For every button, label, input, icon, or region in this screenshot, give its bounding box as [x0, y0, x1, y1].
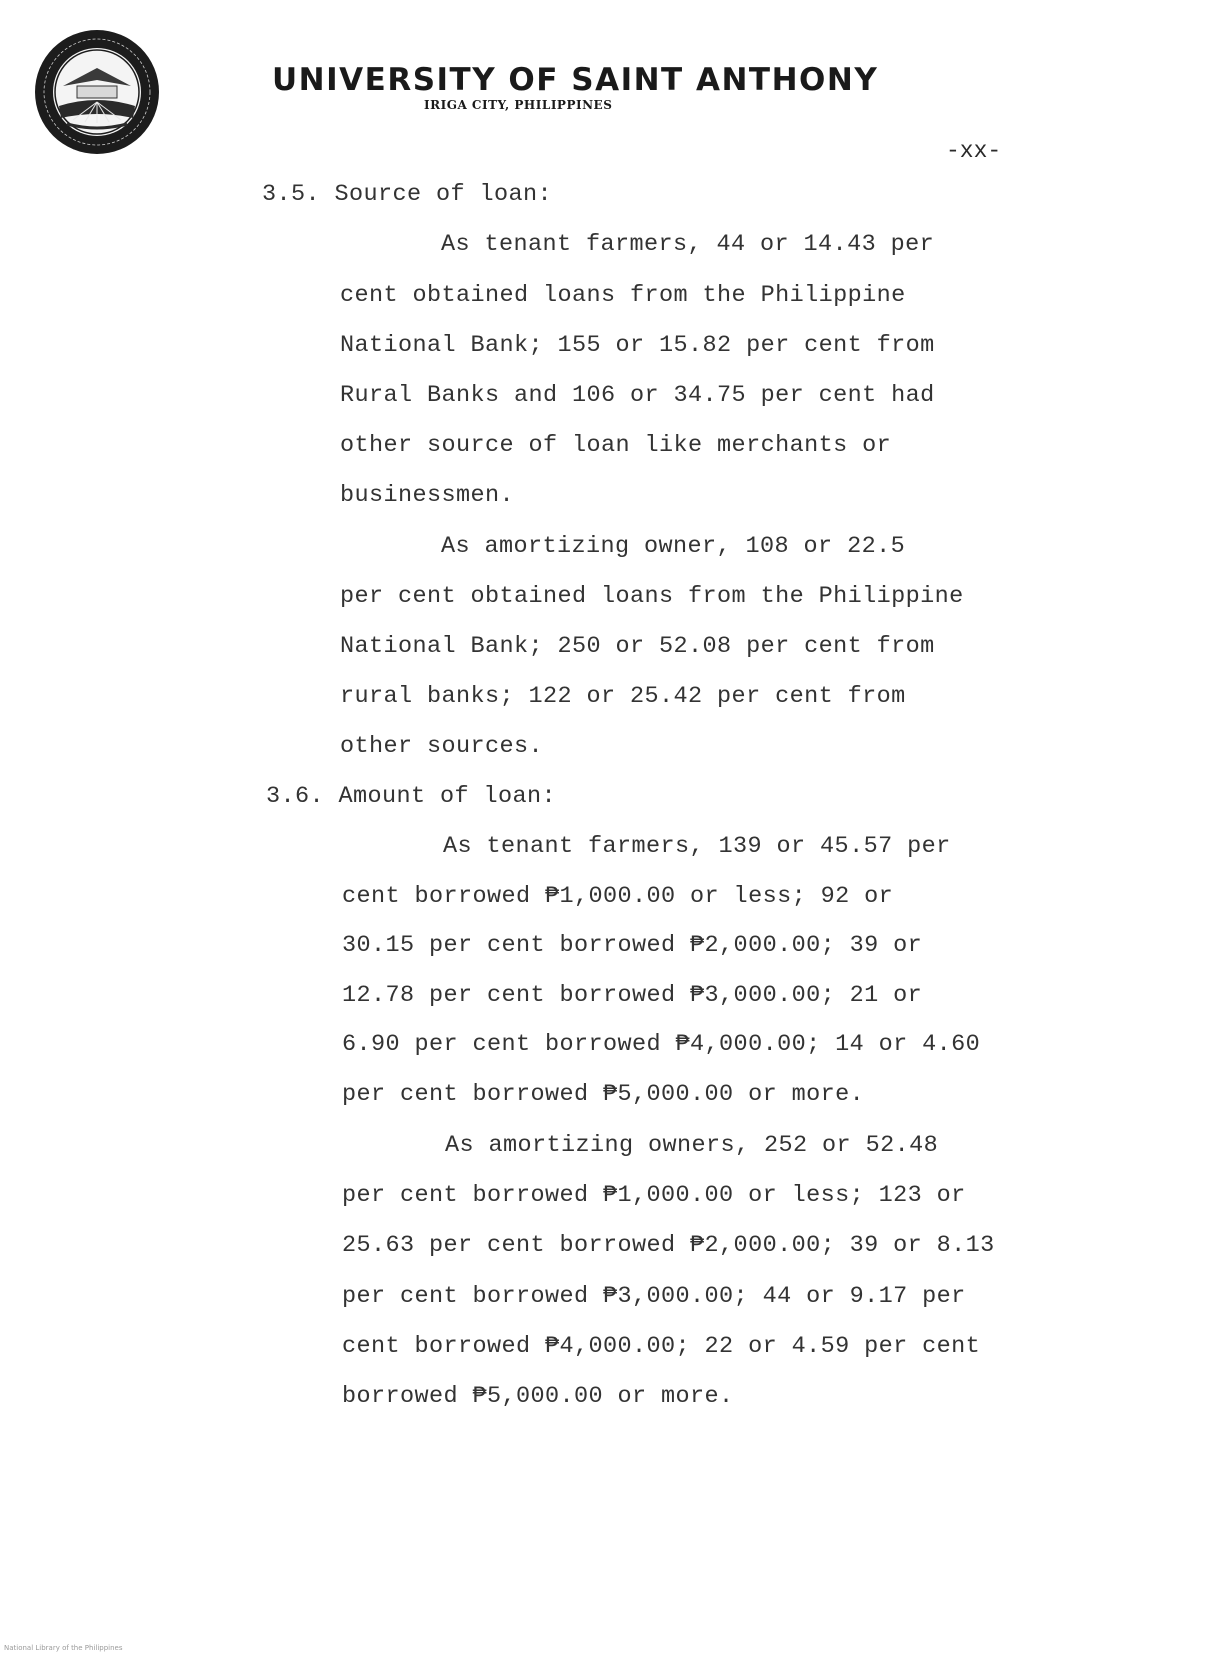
- text-line: 25.63 per cent borrowed ₱2,000.00; 39 or 8.13: [342, 1232, 995, 1259]
- text-line: per cent borrowed ₱5,000.00 or more.: [342, 1081, 865, 1108]
- text-line: As tenant farmers, 44 or 14.43 per: [441, 231, 935, 258]
- text-line: As tenant farmers, 139 or 45.57 per: [443, 833, 951, 860]
- text-line: 6.90 per cent borrowed ₱4,000.00; 14 or 4.60: [342, 1031, 981, 1058]
- university-name: UNIVERSITY OF SAINT ANTHONY: [272, 62, 879, 98]
- text-line: cent obtained loans from the Philippine: [340, 282, 906, 309]
- university-location: IRIGA CITY, PHILIPPINES: [424, 98, 613, 112]
- page-number: -xx-: [946, 138, 1002, 164]
- text-line: per cent borrowed ₱1,000.00 or less; 123 or: [342, 1182, 966, 1209]
- text-line: cent borrowed ₱4,000.00; 22 or 4.59 per cent: [342, 1333, 981, 1360]
- text-line: per cent borrowed ₱3,000.00; 44 or 9.17 per: [342, 1283, 966, 1310]
- text-line: rural banks; 122 or 25.42 per cent from: [340, 683, 906, 710]
- text-line: 12.78 per cent borrowed ₱3,000.00; 21 or: [342, 982, 923, 1009]
- text-line: As amortizing owner, 108 or 22.5: [441, 533, 906, 560]
- text-line: National Bank; 155 or 15.82 per cent from: [340, 332, 935, 359]
- text-line: cent borrowed ₱1,000.00 or less; 92 or: [342, 883, 894, 910]
- text-line: other source of loan like merchants or: [340, 432, 892, 459]
- text-line: businessmen.: [340, 482, 515, 509]
- text-line: 30.15 per cent borrowed ₱2,000.00; 39 or: [342, 932, 923, 959]
- text-line: Rural Banks and 106 or 34.75 per cent had: [340, 382, 935, 409]
- text-line: National Bank; 250 or 52.08 per cent from: [340, 633, 935, 660]
- text-line: other sources.: [340, 733, 544, 760]
- text-line: per cent obtained loans from the Philippine: [340, 583, 964, 610]
- section-heading: 3.6. Amount of loan:: [266, 783, 557, 810]
- text-line: As amortizing owners, 252 or 52.48: [445, 1132, 939, 1159]
- section-heading: 3.5. Source of loan:: [262, 181, 553, 208]
- scan-footer-note: National Library of the Philippines: [4, 1644, 123, 1652]
- text-line: borrowed ₱5,000.00 or more.: [342, 1383, 734, 1410]
- university-seal-logo: [33, 28, 161, 156]
